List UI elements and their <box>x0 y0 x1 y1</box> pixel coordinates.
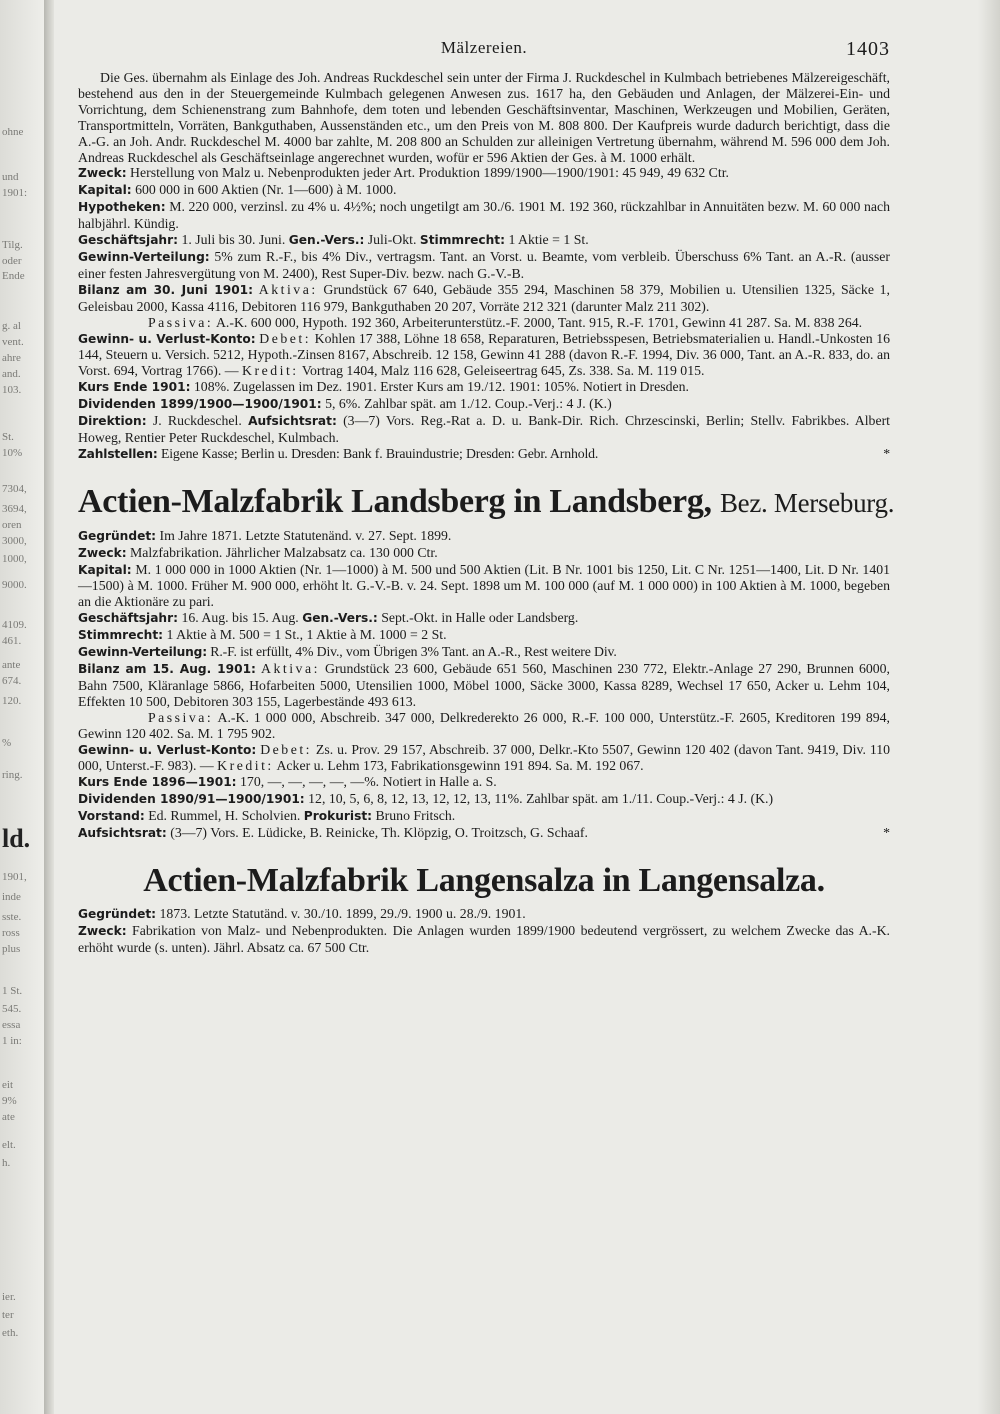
margin-fragment: 9000. <box>2 579 27 591</box>
passiva-label: Passiva: <box>148 709 214 725</box>
zahlstellen-paragraph: Zahlstellen: Eigene Kasse; Berlin u. Dresden: Bank f. Brauindustrie; Dresden: Gebr. Arnhold. * <box>78 445 890 461</box>
left-page-edge <box>0 0 44 1414</box>
field-label: Kurs Ende 1901: <box>78 380 191 395</box>
entry-langensalza <box>78 906 890 956</box>
geschaeftsjahr-paragraph: Geschäftsjahr: 16. Aug. bis 15. Aug. Gen.-Vers.: Sept.-Okt. in Halle oder Landsberg. <box>78 610 579 626</box>
margin-fragment: eth. <box>2 1327 19 1339</box>
aktiva-label: Aktiva: <box>258 281 318 297</box>
margin-fragment: ring. <box>2 769 23 781</box>
kurs-paragraph: Kurs Ende 1896—1901: 170, —, —, —, —, —%. Notiert in Halle a. S. <box>78 774 497 790</box>
field-label: Gegründet: <box>78 906 157 921</box>
margin-fragment: inde <box>2 891 21 903</box>
field-label: Zweck: <box>78 166 127 181</box>
bilanz-paragraph: Bilanz am 15. Aug. 1901: Aktiva: Grundstück 23 600, Gebäude 651 560, Maschinen 230 772, Elektr.-Anlage 27 290, Brunnen 6000, Bahn 7500, Kläranlage 5866, Hofarbeiten 5000, Utensilien 1000, Möbel 1000, Säcke 3000, Kassa 8289, Wechsel 17 650, Acker u. Lehm 104, Effekten 10 500, Debitoren 303 155, Lagerbestände 493 613. <box>78 661 890 709</box>
page-number: 1403 <box>846 38 890 60</box>
margin-fragment: 461. <box>2 635 22 647</box>
margin-fragment: und <box>2 171 19 183</box>
field-label: Aufsichtsrat: <box>248 414 337 429</box>
margin-fragment: ld. <box>2 824 31 853</box>
dividenden-paragraph: Dividenden 1899/1900—1900/1901: 5, 6%. Zahlbar spät. am 1./12. Coup.-Verj.: 4 J. (K.) <box>78 396 612 412</box>
kapital-paragraph: Kapital: M. 1 000 000 in 1000 Aktien (Nr. 1—1000) à M. 500 und 500 Aktien (Lit. B Nr. 1001 bis 1250, Lit. C Nr. 1251—1400, Lit. D Nr. 1401—1500) à M. 1000. Früher M. 900 000, erhöht lt. G.-V.-B. v. 24. Sept. 1898 um M. 100 000 (auf M. 1 000 000) in 100 Aktien à M. 1000, begeben an die Aktionäre zu pari. <box>78 561 891 610</box>
margin-fragment: 103. <box>2 384 22 396</box>
margin-fragment: 9% <box>2 1095 17 1107</box>
margin-fragment: eit <box>2 1079 13 1091</box>
field-label: Gen.-Vers.: <box>302 611 378 626</box>
field-label: Bilanz am 30. Juni 1901: <box>78 282 254 297</box>
book-gutter <box>44 0 54 1414</box>
field-label: Gewinn- u. Verlust-Konto: <box>78 331 256 346</box>
dividenden-paragraph: Dividenden 1890/91—1900/1901: 12, 10, 5, 6, 8, 12, 13, 12, 12, 13, 11%. Zahlbar spät. am 1./11. Coup.-Verj.: 4 J. (K.) <box>78 791 774 807</box>
aufsichtsrat-paragraph: Aufsichtsrat: (3—7) Vors. E. Lüdicke, B. Reinicke, Th. Klöpzig, O. Troitzsch, G. Schaaf. * <box>78 825 890 841</box>
company-heading-langensalza: Actien-Malzfabrik Langensalza in Langensalza. <box>143 861 825 899</box>
margin-fragment: g. al <box>2 320 21 332</box>
margin-fragment: 1901, <box>2 871 27 883</box>
margin-fragment: 1 in: <box>2 1035 22 1047</box>
geschaeftsjahr-paragraph: Geschäftsjahr: 1. Juli bis 30. Juni. Gen.-Vers.: Juli-Okt. Stimmrecht: 1 Aktie = 1 St. <box>78 232 589 248</box>
debet-label: Debet: <box>259 330 312 346</box>
field-label: Gegründet: <box>78 528 157 543</box>
margin-fragment: sste. <box>2 911 22 923</box>
running-head: Mälzereien. <box>440 38 528 57</box>
zweck-paragraph: Zweck: Malzfabrikation. Jährlicher Malzabsatz ca. 130 000 Ctr. <box>78 544 438 560</box>
field-label: Kurs Ende 1896—1901: <box>78 775 237 790</box>
passiva-label: Passiva: <box>148 314 214 330</box>
margin-fragment: ahre <box>2 352 21 364</box>
field-label: Dividenden 1890/91—1900/1901: <box>78 792 305 807</box>
field-label: Gewinn-Verteilung: <box>78 249 210 264</box>
bilanz-paragraph: Bilanz am 30. Juni 1901: Aktiva: Grundstück 67 640, Gebäude 355 294, Maschinen 58 379, Mobilien u. Utensilien 1325, Säcke 1, Geleisbau 2000, Kassa 4116, Debitoren 116 979, Bankguthaben 20 207, Vorräte 212 321 (darunter Malz 211 302). <box>78 281 891 314</box>
margin-fragment: plus <box>2 943 21 955</box>
field-label: Kapital: <box>78 183 132 198</box>
margin-fragment: elt. <box>2 1139 16 1151</box>
margin-fragment: and. <box>2 368 21 380</box>
kredit-label: Kredit: <box>242 363 299 379</box>
margin-fragment: 4109. <box>2 619 27 631</box>
margin-fragment: oren <box>2 519 22 531</box>
field-label: Zahlstellen: <box>78 446 158 461</box>
margin-fragment: 1 St. <box>2 985 23 997</box>
passiva-paragraph: Passiva: A.-K. 1 000 000, Abschreib. 347 000, Delkrederekto 26 000, R.-F. 100 000, Unterstütz.-F. 2605, Kreditoren 199 894, Gewinn 120 402. Sa. M. 1 795 902. <box>78 709 890 741</box>
vorstand-paragraph: Vorstand: Ed. Rummel, H. Scholvien. Prokurist: Bruno Fritsch. <box>78 808 456 824</box>
entry-end-star: * <box>883 445 890 461</box>
margin-fragment: h. <box>2 1157 11 1169</box>
margin-fragment: ante <box>2 659 21 671</box>
field-label: Geschäftsjahr: <box>78 233 178 248</box>
field-label: Aufsichtsrat: <box>78 826 167 841</box>
field-label: Bilanz am 15. Aug. 1901: <box>78 662 256 676</box>
margin-fragment: Tilg. <box>2 239 23 251</box>
debet-label: Debet: <box>260 741 312 757</box>
zweck-paragraph: Zweck: Fabrikation von Malz- und Nebenprodukten. Die Anlagen wurden 1899/1900 bedeutend vergrössert, zu welchem Zwecke das A.-K. erhöht wurde (s. unten). Jährl. Absatz ca. 67 500 Ctr. <box>78 922 891 955</box>
zweck-paragraph: Zweck: Herstellung von Malz u. Nebenprodukten jeder Art. Produktion 1899/1900—1900/1901: 45 949, 49 632 Ctr. <box>78 165 729 181</box>
field-label: Gewinn-Verteilung: <box>78 645 207 660</box>
gegruendet-paragraph: Gegründet: Im Jahre 1871. Letzte Statutenänd. v. 27. Sept. 1899. <box>78 527 452 543</box>
field-label: Dividenden 1899/1900—1900/1901: <box>78 397 322 412</box>
entry-ruckdeschel <box>78 70 890 463</box>
field-label: Gen.-Vers.: <box>288 233 365 248</box>
margin-fragment: vent. <box>2 336 24 348</box>
margin-fragment: ter <box>2 1309 14 1321</box>
field-label: Stimmrecht: <box>78 628 164 643</box>
margin-fragment: oder <box>2 255 22 267</box>
kredit-label: Kredit: <box>217 758 274 774</box>
page-header <box>78 38 890 62</box>
field-label: Hypotheken: <box>78 200 166 215</box>
field-label: Vorstand: <box>78 809 145 824</box>
guv-paragraph: Gewinn- u. Verlust-Konto: Debet: Zs. u. Prov. 29 157, Abschreib. 37 000, Delkr.-Kto 5507, Gewinn 120 402 (davon Tant. 9419, Div. 110 000, Unterst.-F. 983). — Kredit: Acker u. Lehm 173, Fabrikationsgewinn 191 894. Sa. M. 192 067. <box>78 741 891 774</box>
margin-fragment: ross <box>2 927 20 939</box>
margin-fragment: Ende <box>2 270 25 282</box>
margin-fragment: essa <box>2 1019 21 1031</box>
stimmrecht-paragraph: Stimmrecht: 1 Aktie à M. 500 = 1 St., 1 Aktie à M. 1000 = 2 St. <box>78 627 447 643</box>
margin-fragment: % <box>2 737 12 749</box>
intro-paragraph: Die Ges. übernahm als Einlage des Joh. Andreas Ruckdeschel sein unter der Firma J. Ruckdeschel in Kulmbach betriebenes Mälzereigeschäft, bestehend aus den in der Steuergemeinde Kulmbach gelegenen Anwesen zus. 1617 ha, den Gebäuden und Anlagen, der Mälzerei-Ein- und Vorrichtung, dem Schienenstrang zum Bahnhofe, dem toten und lebenden Geschäftsinventar, Maschinen, Werkzeugen und Mobilien, Geräten, Transportmitteln, Vorräten, Bankguthaben, Aussenständen etc., um den Preis von M. 808 800. Der Kaufpreis wurde dadurch berichtigt, dass die A.-G. an Joh. Andr. Ruckdeschel M. 4000 bar zahlte, M. 208 800 an Schulden zur alleinigen Vertretung übernahm, während M. 596 000 dem Joh. Andreas Ruckdeschel als Geschäftseinlage angerechnet wurden, wofür er 596 Aktien der Ges. à M. 1000 erhält. <box>78 70 890 165</box>
gewinnverteilung-paragraph: Gewinn-Verteilung: R.-F. ist erfüllt, 4% Div., vom Übrigen 3% Tant. an A.-R., Rest weitere Div. <box>78 644 617 660</box>
field-label: Zweck: <box>78 923 127 938</box>
margin-fragment: 674. <box>2 675 22 687</box>
entry-end-star: * <box>883 825 890 841</box>
aktiva-label: Aktiva: <box>261 661 320 676</box>
margin-fragment: St. <box>2 431 14 443</box>
margin-fragment: 120. <box>2 695 22 707</box>
hypotheken-paragraph: Hypotheken: M. 220 000, verzinsl. zu 4% u. 4½%; noch ungetilgt am 30./6. 1901 M. 192 360, rückzahlbar in Annuitäten bezw. M. 60 000 nach halbjährl. Kündig. <box>78 199 890 232</box>
field-label: Zweck: <box>78 545 127 560</box>
margin-fragment: 1901: <box>2 187 28 199</box>
company-heading-landsberg: Actien-Malzfabrik Landsberg in Landsberg, Bez. Merseburg. <box>78 482 895 520</box>
page-content <box>78 70 895 956</box>
margin-fragment: ohne <box>2 126 24 138</box>
margin-fragment: ier. <box>2 1291 16 1303</box>
guv-paragraph: Gewinn- u. Verlust-Konto: Debet: Kohlen 17 388, Löhne 18 658, Reparaturen, Betriebsspesen, Betriebsmaterialien u. Handl.-Unkosten 16 144, Steuern u. Versich. 5212, Hypoth.-Zinsen 8167, Abschreib. 12 158, Gewinn 41 288 (davon R.-F. 1994, Div. 36 000, Tant. an A.-R. 833, do. an Vorst. 694, Vortrag 1766). — Kredit: Vortrag 1404, Malz 116 628, Geleiseertrag 645, Zs. 338. Sa. M. 119 015. <box>78 330 891 379</box>
field-label: Direktion: <box>78 414 147 429</box>
gewinnverteilung-paragraph: Gewinn-Verteilung: 5% zum R.-F., bis 4% Div., vertragsm. Tant. an Vorst. u. Beamte, vom verbleib. Überschuss 6% Tant. an A.-R. (ausser einer festen Jahresvergütung von M. 2400), Rest Super-Div. bezw. nach G.-V.-B. <box>78 248 891 281</box>
passiva-paragraph: Passiva: A.-K. 600 000, Hypoth. 192 360, Arbeiterunterstütz.-F. 2000, Tant. 915, R.-F. 1701, Gewinn 41 287. Sa. M. 838 264. <box>148 314 863 330</box>
right-page-edge <box>978 0 1000 1414</box>
field-label: Stimmrecht: <box>419 233 505 248</box>
margin-fragment: 1000, <box>2 553 27 565</box>
margin-fragment: 10% <box>2 447 23 459</box>
margin-fragment: 3694, <box>2 503 27 515</box>
field-label: Geschäftsjahr: <box>78 611 178 626</box>
margin-fragment: 3000, <box>2 535 27 547</box>
company-location: Bez. Merseburg. <box>719 487 895 518</box>
entry-landsberg <box>78 528 890 842</box>
kurs-paragraph: Kurs Ende 1901: 108%. Zugelassen im Dez. 1901. Erster Kurs am 19./12. 1901: 105%. Notiert in Dresden. <box>78 379 689 395</box>
kapital-paragraph: Kapital: 600 000 in 600 Aktien (Nr. 1—600) à M. 1000. <box>78 182 397 198</box>
margin-fragment: ate <box>2 1111 15 1123</box>
field-label: Prokurist: <box>303 809 373 824</box>
field-label: Kapital: <box>78 562 132 577</box>
gegruendet-paragraph: Gegründet: 1873. Letzte Statutänd. v. 30./10. 1899, 29./9. 1900 u. 28./9. 1901. <box>78 905 526 921</box>
field-label: Gewinn- u. Verlust-Konto: <box>78 742 257 757</box>
margin-fragment: 545. <box>2 1003 22 1015</box>
margin-fragment: 7304, <box>2 483 27 495</box>
direktion-paragraph: Direktion: J. Ruckdeschel. Aufsichtsrat: (3—7) Vors. Reg.-Rat a. D. u. Bank-Dir. Rich. Chrzescinski, Berlin; Stellv. Fabrikbes. Albert Howeg, Rentier Peter Ruckdeschel, Kulmbach. <box>78 413 891 445</box>
